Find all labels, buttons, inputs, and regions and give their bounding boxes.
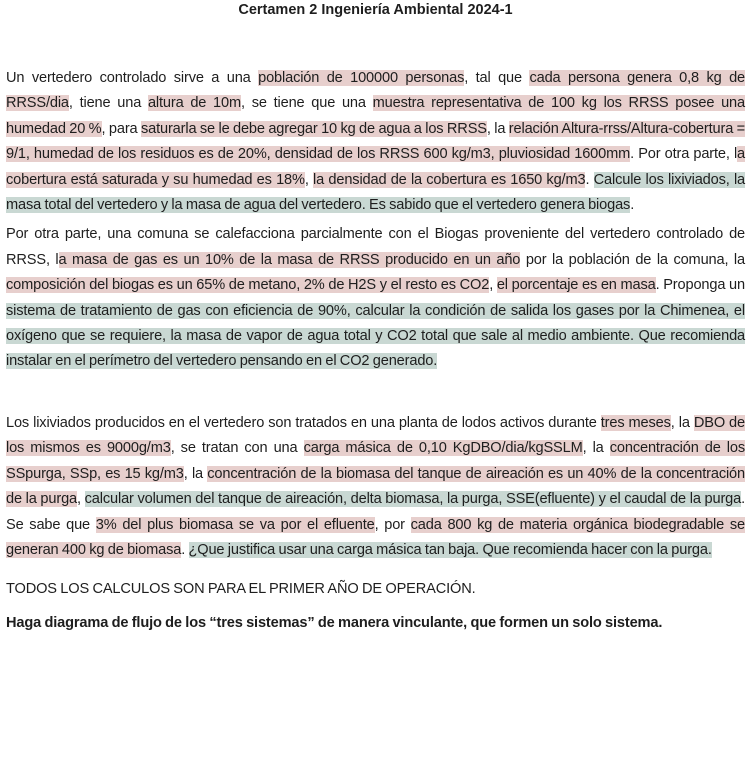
highlight-data: 3% del plus biomasa se va por el efluente — [95, 516, 375, 533]
highlight-data: a masa de gas es un 10% de la masa de RRSS producido en un año — [58, 251, 521, 268]
document-title: Certamen 2 Ingeniería Ambiental 2024-1 — [238, 2, 513, 18]
highlight-data: DBO de los mismos es 9000g/m3 — [6, 414, 745, 457]
highlight-data: cada 800 kg de materia orgánica biodegradable se generan 400 kg de biomasa — [6, 516, 745, 558]
text-segment: , tiene una — [68, 95, 148, 112]
note-first-year: TODOS LOS CALCULOS SON PARA EL PRIMER AÑO DE OPERACIÓN. — [6, 581, 476, 598]
paragraph-leachate-treatment — [6, 411, 745, 563]
text-segment: , para — [101, 120, 141, 137]
highlight-data: tres meses — [600, 414, 671, 431]
text-segment: . — [585, 171, 594, 188]
text-segment: Un vertedero controlado sirve a una — [6, 70, 259, 86]
text-segment: , tal que — [464, 70, 530, 86]
highlight-question: calcular volumen del tanque de aireación, delta biomasa, la purga, SSE(efluente) y el caudal de la purga — [84, 491, 742, 508]
highlight-data: muestra representativa de 100 kg los RRSS posee una humedad 20 % — [6, 95, 745, 137]
text-segment: , la — [486, 120, 509, 137]
text-segment: . Se sabe que — [6, 491, 745, 533]
highlight-data: a cobertura está saturada y su humedad es 18% — [6, 146, 746, 188]
text-segment: , se tiene que una — [241, 95, 373, 112]
highlight-data: altura de 10m — [147, 95, 242, 112]
text-segment: Los lixiviados producidos en el vertedero son tratados en una planta de lodos activos durante — [6, 414, 601, 431]
highlight-data: relación Altura-rrss/Altura-cobertura = 9/1, humedad de los residuos es de 20%, densidad de los RRSS 600 kg/m3, pluviosidad 1600mm — [6, 120, 746, 163]
text-segment: , por — [374, 516, 411, 533]
paragraph-biogas — [6, 222, 745, 374]
highlight-data: población de 100000 personas — [258, 70, 465, 86]
highlight-data: cada persona genera 0,8 kg de RRSS/dia — [6, 70, 745, 112]
highlight-data: saturarla se le debe agregar 10 kg de agua a los RRSS — [140, 120, 487, 137]
text-segment: . — [181, 541, 189, 558]
paragraph-landfill — [6, 66, 745, 218]
text-segment: , — [77, 491, 85, 508]
highlight-data: concentración de los SSpurga, SSp, es 15 kg/m3 — [6, 440, 745, 482]
text-segment: . Proponga un — [655, 277, 745, 294]
text-segment: Por otra parte, una comuna se calefacciona parcialmente con el Biogas proveniente del vertedero controlado de RRSS, l — [6, 226, 745, 268]
text-segment: , — [489, 277, 497, 294]
highlight-question: Calcule los lixiviados, la masa total del vertedero y la masa de agua del vertedero. Es sabido que el vertedero genera biogas — [6, 171, 746, 214]
text-segment: . — [630, 197, 635, 214]
highlight-data: carga másica de 0,10 KgDBO/dia/kgSSLM — [303, 440, 583, 457]
text-segment: , la — [582, 440, 610, 457]
text-segment: . Por otra parte, l — [630, 146, 738, 163]
highlight-data: la densidad de la cobertura es 1650 kg/m3 — [313, 171, 586, 188]
highlight-question: sistema de tratamiento de gas con eficiencia de 90%, calcular la condición de salida los gases por la Chimenea, el oxígeno que se requiere, la masa de vapor de agua total y CO2 total que sale al medio ambiente. Que recomienda instalar en el perímetro del vertedero pensando en el CO2 generado. — [6, 302, 745, 370]
highlight-data: composición del biogas es un 65% de metano, 2% de H2S y el resto es CO2 — [6, 277, 490, 294]
instruction-flow-diagram: Haga diagrama de flujo de los “tres sistemas” de manera vinculante, que formen un solo sistema. — [6, 614, 663, 631]
text-segment: , — [304, 171, 314, 188]
text-segment: por la población de la comuna, la — [520, 251, 745, 268]
text-segment: , la — [670, 414, 694, 431]
text-segment: , se tratan con una — [170, 440, 304, 457]
highlight-question: ¿Que justifica usar una carga másica tan baja. Que recomienda hacer con la purga. — [188, 541, 712, 558]
text-segment: , la — [183, 465, 208, 482]
highlight-data: el porcentaje es en masa — [496, 277, 656, 294]
highlight-data: concentración de la biomasa del tanque de aireación es un 40% de la concentración de la purga — [6, 465, 745, 508]
